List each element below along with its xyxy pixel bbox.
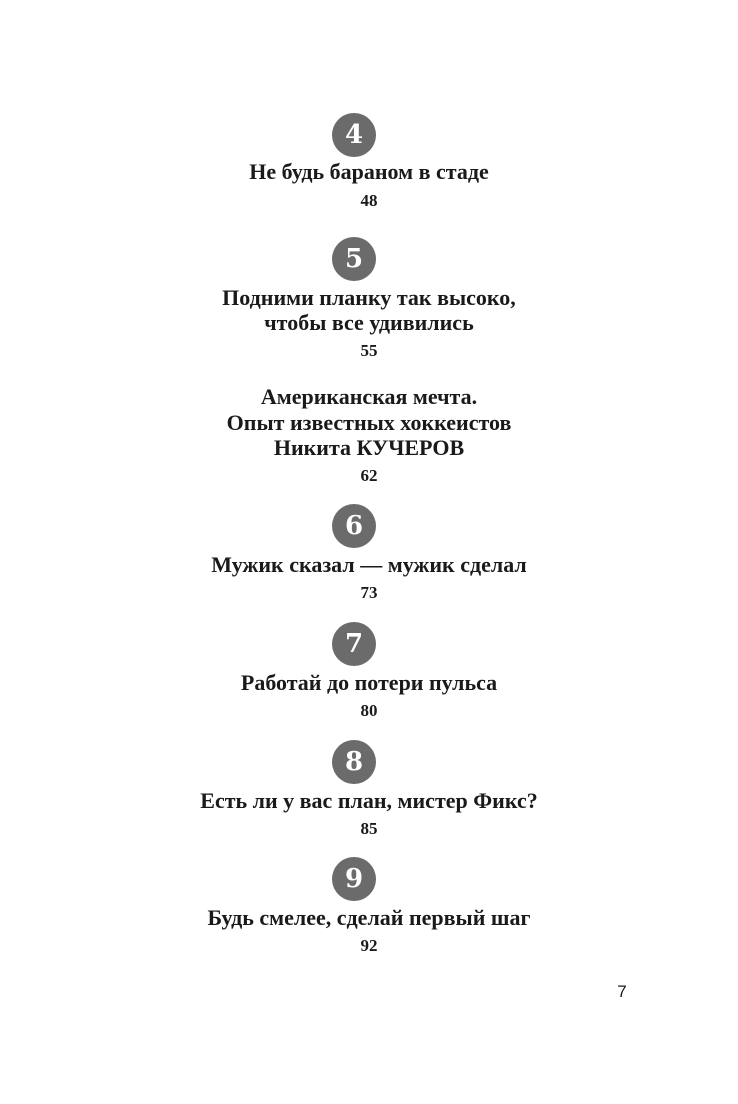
chapter-title[interactable]: Будь смелее, сделай первый шаг xyxy=(207,905,531,930)
chapter-title[interactable]: Есть ли у вас план, мистер Фикс? xyxy=(200,788,538,813)
section-title-line-3[interactable]: Никита КУЧЕРОВ xyxy=(273,435,465,460)
chapter-title[interactable]: Работай до потери пульса xyxy=(240,670,498,695)
chapter-title[interactable]: Не будь бараном в стаде xyxy=(249,159,489,184)
chapter-page-number: 48 xyxy=(360,191,378,210)
chapter-page-number: 73 xyxy=(360,583,378,602)
chapter-page-number: 92 xyxy=(360,936,378,955)
chapter-page-number: 55 xyxy=(360,341,378,360)
chapter-number-badge: 8 xyxy=(332,740,376,784)
page-folio: 7 xyxy=(617,982,627,1001)
chapter-number-badge: 9 xyxy=(332,857,376,901)
chapter-title[interactable]: Мужик сказал — мужик сделал xyxy=(211,552,527,577)
chapter-number-badge: 7 xyxy=(332,622,376,666)
chapter-title-line-2[interactable]: чтобы все удивились xyxy=(264,310,474,335)
chapter-page-number: 85 xyxy=(360,819,378,838)
chapter-number-badge: 6 xyxy=(332,504,376,548)
chapter-title-line-1[interactable]: Подними планку так высоко, xyxy=(222,285,516,310)
section-page-number: 62 xyxy=(360,466,378,485)
chapter-number-badge: 5 xyxy=(332,237,376,281)
section-title-line-1[interactable]: Американская мечта. xyxy=(260,384,478,409)
section-title-line-2[interactable]: Опыт известных хоккеистов xyxy=(226,410,512,435)
chapter-number-badge: 4 xyxy=(332,113,376,157)
chapter-page-number: 80 xyxy=(360,701,378,720)
